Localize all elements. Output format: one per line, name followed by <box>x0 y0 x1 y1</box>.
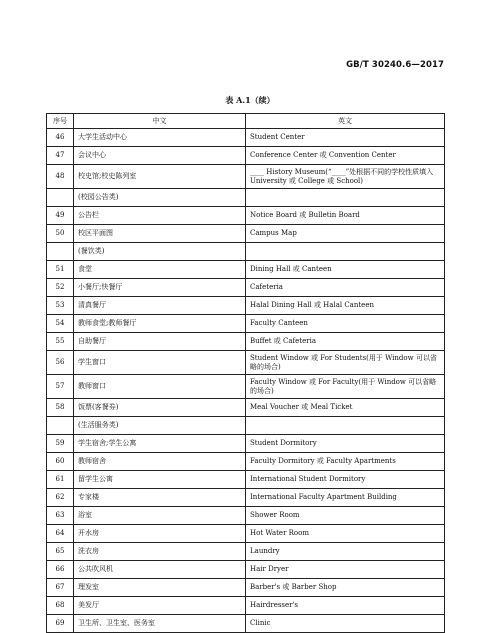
table-row <box>47 375 445 399</box>
row-english: International Student Dormitory <box>246 471 445 489</box>
table-row <box>47 147 445 165</box>
row-number: 62 <box>47 489 74 507</box>
table-row <box>47 243 445 261</box>
row-chinese: 教师食堂;教师餐厅 <box>74 315 246 333</box>
table-row <box>47 597 445 615</box>
table-header-row <box>47 114 445 129</box>
row-number <box>47 243 74 261</box>
row-chinese: 理发室 <box>74 579 246 597</box>
row-chinese: 学生窗口 <box>74 351 246 375</box>
row-english: Student Window 或 For Students(用于 Window 可以省略的场合) <box>246 351 445 375</box>
row-number: 65 <box>47 543 74 561</box>
row-english: Laundry <box>246 543 445 561</box>
row-chinese: 食堂 <box>74 261 246 279</box>
row-english: Student Center <box>246 129 445 147</box>
row-number: 67 <box>47 579 74 597</box>
table-row <box>47 615 445 633</box>
row-chinese: 自助餐厅 <box>74 333 246 351</box>
terms-table-container <box>46 113 444 633</box>
row-chinese: 校史馆;校史陈列室 <box>74 165 246 189</box>
header-chinese: 中文 <box>74 114 246 129</box>
row-number: 59 <box>47 435 74 453</box>
row-chinese: 会议中心 <box>74 147 246 165</box>
header-english: 英文 <box>246 114 445 129</box>
row-number: 48 <box>47 165 74 189</box>
row-number <box>47 417 74 435</box>
document-code: GB/T 30240.6—2017 <box>346 60 444 70</box>
row-chinese: 公共吹风机 <box>74 561 246 579</box>
row-english: Faculty Window 或 For Faculty(用于 Window 可以省略的场合) <box>246 375 445 399</box>
table-row <box>47 261 445 279</box>
row-english <box>246 189 445 207</box>
row-number: 46 <box>47 129 74 147</box>
row-chinese: 小餐厅;快餐厅 <box>74 279 246 297</box>
row-english: Campus Map <box>246 225 445 243</box>
table-row <box>47 207 445 225</box>
row-chinese: 教师窗口 <box>74 375 246 399</box>
row-chinese: (生活服务类) <box>74 417 246 435</box>
row-number: 55 <box>47 333 74 351</box>
row-chinese: 美发厅 <box>74 597 246 615</box>
table-row <box>47 417 445 435</box>
table-row <box>47 543 445 561</box>
row-english: Faculty Dormitory 或 Faculty Apartments <box>246 453 445 471</box>
row-chinese: 饭票(客餐券) <box>74 399 246 417</box>
row-number: 54 <box>47 315 74 333</box>
row-english: Clinic <box>246 615 445 633</box>
table-row <box>47 507 445 525</box>
table-caption: 表 A.1（续） <box>225 95 275 105</box>
row-chinese: 公告栏 <box>74 207 246 225</box>
row-chinese: (校园公告类) <box>74 189 246 207</box>
row-english: Cafeteria <box>246 279 445 297</box>
table-row <box>47 399 445 417</box>
table-row <box>47 297 445 315</box>
row-number <box>47 189 74 207</box>
row-number: 64 <box>47 525 74 543</box>
table-row <box>47 489 445 507</box>
row-english: Conference Center 或 Convention Center <box>246 147 445 165</box>
row-chinese: 卫生所、卫生室、医务室 <box>74 615 246 633</box>
row-number: 49 <box>47 207 74 225</box>
row-number: 69 <box>47 615 74 633</box>
row-chinese: 开水房 <box>74 525 246 543</box>
row-number: 47 <box>47 147 74 165</box>
header-number: 序号 <box>47 114 74 129</box>
table-row <box>47 189 445 207</box>
table-row <box>47 579 445 597</box>
row-english <box>246 417 445 435</box>
row-number: 61 <box>47 471 74 489</box>
row-number: 57 <box>47 375 74 399</box>
row-chinese: 大学生活动中心 <box>74 129 246 147</box>
row-english: Halal Dining Hall 或 Halal Canteen <box>246 297 445 315</box>
row-chinese: 学生宿舍;学生公寓 <box>74 435 246 453</box>
row-chinese: 洗衣房 <box>74 543 246 561</box>
row-number: 52 <box>47 279 74 297</box>
row-number: 51 <box>47 261 74 279</box>
row-number: 56 <box>47 351 74 375</box>
table-row <box>47 165 445 189</box>
row-english: Hairdresser's <box>246 597 445 615</box>
row-english <box>246 243 445 261</box>
row-number: 66 <box>47 561 74 579</box>
table-row <box>47 525 445 543</box>
row-chinese: (餐饮类) <box>74 243 246 261</box>
row-english: Barber's 或 Barber Shop <box>246 579 445 597</box>
row-chinese: 校区平面图 <box>74 225 246 243</box>
table-row <box>47 279 445 297</box>
table-row <box>47 351 445 375</box>
row-chinese: 专家楼 <box>74 489 246 507</box>
table-row <box>47 333 445 351</box>
row-chinese: 留学生公寓 <box>74 471 246 489</box>
row-number: 60 <box>47 453 74 471</box>
row-english: Shower Room <box>246 507 445 525</box>
row-number: 53 <box>47 297 74 315</box>
table-row <box>47 225 445 243</box>
row-chinese: 清真餐厅 <box>74 297 246 315</box>
table-row <box>47 561 445 579</box>
row-english: Faculty Canteen <box>246 315 445 333</box>
row-number: 68 <box>47 597 74 615</box>
row-english: Buffet 或 Cafeteria <box>246 333 445 351</box>
row-english: Notice Board 或 Bulletin Board <box>246 207 445 225</box>
table-row <box>47 315 445 333</box>
row-number: 58 <box>47 399 74 417</box>
row-number: 63 <box>47 507 74 525</box>
row-chinese: 教师宿舍 <box>74 453 246 471</box>
row-number: 50 <box>47 225 74 243</box>
row-english: Hot Water Room <box>246 525 445 543</box>
row-english: International Faculty Apartment Building <box>246 489 445 507</box>
row-english: Meal Voucher 或 Meal Ticket <box>246 399 445 417</box>
table-row <box>47 129 445 147</box>
row-english: ____ History Museum(“____”处根据不同的学校性质填入 University 或 College 或 School) <box>246 165 445 189</box>
terms-table <box>46 113 445 633</box>
table-row <box>47 453 445 471</box>
row-english: Dining Hall 或 Canteen <box>246 261 445 279</box>
row-english: Student Dormitory <box>246 435 445 453</box>
table-row <box>47 435 445 453</box>
table-row <box>47 471 445 489</box>
row-english: Hair Dryer <box>246 561 445 579</box>
row-chinese: 浴室 <box>74 507 246 525</box>
